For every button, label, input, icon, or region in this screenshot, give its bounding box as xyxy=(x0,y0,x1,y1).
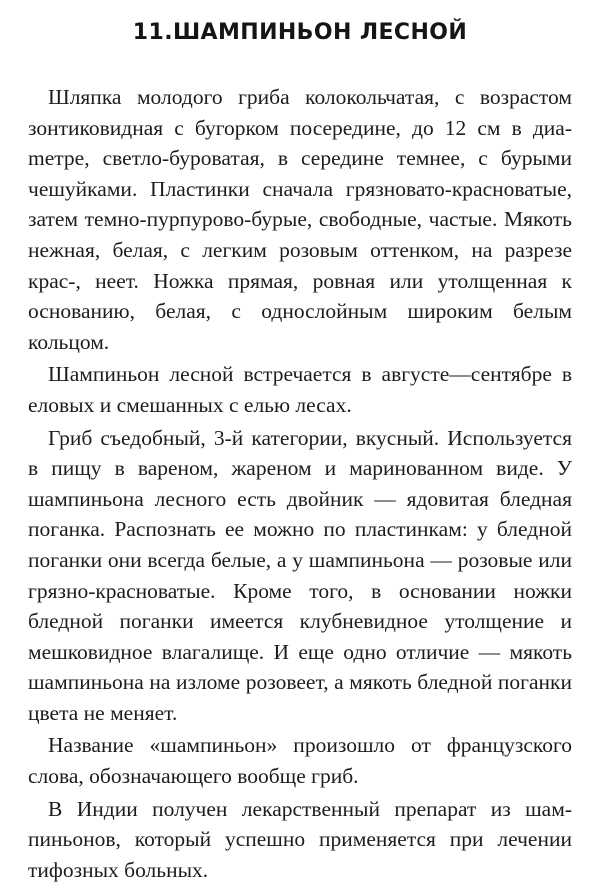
paragraph-name-origin: Название «шампиньон» произошло от французского слова, обозначающего вообще гриб. xyxy=(28,733,572,789)
page-title: 11.ШАМПИНЬОН ЛЕСНОЙ xyxy=(132,20,468,45)
paragraph-habitat: Шампиньон лесной встречается в августе—сентябре в еловых и смешанных с елью лесах. xyxy=(28,362,572,417)
paragraph-edibility: Гриб съедобный, 3-й категории, вкусный. Используется в пищу в вареном, жареном и маринованном виде. У шампиньона лесного есть двойник — ядовитая бледная поганка. Распознать ее можно по пластинкам: у бледной поганки они всегда белые, а у шампиньона — розовые или грязно-красноватые. Кроме того, в основании ножки бледной поганки имеется клубневидное утолщение и мешковидное влагалище. И еще одно отличие — мякоть шампиньона на изломе розовеет, а мякоть бледной поганки цвета не меняет. xyxy=(28,425,572,725)
paragraph-medicine: В Индии получен лекарственный препарат из шампиньонов, который успешно применяется при лечении тифозных больных. xyxy=(28,796,572,882)
paragraph-description: Шляпка молодого гриба колокольчатая, с возрастом зонтиковидная с бугорком посередине, до 12 см в диаmетре, светло-буроватая, в середине темнее, с бурыми чешуйками. Пластинки сначала грязновато-красноватые, затем темно-пурпурово-бурые, свободные, частые. Мякоть нежная, белая, с легким розовым оттенком, на разрезе крас-, неет. Ножка прямая, ровная или утолщенная к основанию, белая, с однослойным широким белым кольцом. xyxy=(28,85,572,354)
